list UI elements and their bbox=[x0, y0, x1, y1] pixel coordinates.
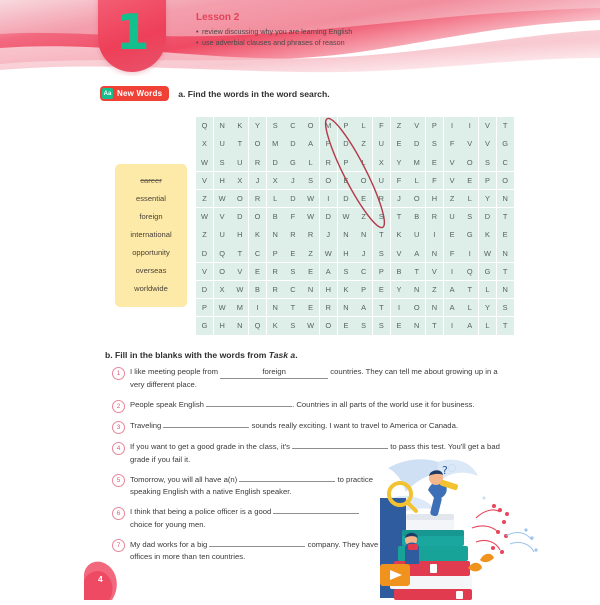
grid-cell[interactable]: T bbox=[497, 317, 514, 335]
word-list-item[interactable]: foreign bbox=[139, 212, 163, 222]
grid-cell[interactable]: E bbox=[338, 172, 355, 190]
word-list-item[interactable]: opportunity bbox=[132, 248, 170, 258]
grid-cell[interactable]: Z bbox=[196, 190, 213, 208]
grid-cell[interactable]: N bbox=[267, 226, 284, 244]
grid-cell[interactable]: R bbox=[302, 226, 319, 244]
grid-cell[interactable]: V bbox=[444, 153, 461, 171]
answer-blank[interactable] bbox=[209, 546, 305, 547]
task-b-prefix: b. Fill in the blanks with the words from bbox=[105, 350, 269, 360]
grid-cell[interactable]: R bbox=[267, 281, 284, 299]
grid-cell[interactable]: S bbox=[214, 153, 231, 171]
grid-cell[interactable]: Y bbox=[249, 117, 266, 135]
grid-cell[interactable]: A bbox=[302, 135, 319, 153]
grid-cell[interactable]: L bbox=[461, 190, 478, 208]
grid-cell[interactable]: S bbox=[267, 117, 284, 135]
page-number: 4 bbox=[98, 574, 103, 584]
grid-cell[interactable]: W bbox=[231, 281, 248, 299]
question-text-before: I like meeting people from bbox=[130, 367, 221, 376]
grid-cell[interactable]: S bbox=[373, 208, 390, 226]
question-number: 2 bbox=[112, 400, 125, 413]
aa-icon: Aa bbox=[102, 88, 113, 99]
question-text bbox=[130, 474, 380, 499]
grid-cell[interactable]: N bbox=[497, 281, 514, 299]
grid-cell[interactable]: W bbox=[479, 244, 496, 262]
grid-cell[interactable]: S bbox=[373, 244, 390, 262]
grid-cell[interactable]: O bbox=[320, 172, 337, 190]
grid-cell[interactable]: T bbox=[231, 135, 248, 153]
word-search-grid[interactable] bbox=[196, 117, 514, 335]
grid-cell[interactable]: M bbox=[267, 135, 284, 153]
grid-cell[interactable]: I bbox=[444, 117, 461, 135]
grid-cell[interactable]: O bbox=[249, 135, 266, 153]
grid-cell[interactable]: X bbox=[267, 172, 284, 190]
grid-cell[interactable]: F bbox=[444, 244, 461, 262]
grid-cell[interactable]: V bbox=[426, 263, 443, 281]
grid-cell[interactable]: E bbox=[302, 299, 319, 317]
new-words-label: New Words bbox=[117, 89, 163, 98]
grid-cell[interactable]: L bbox=[302, 153, 319, 171]
grid-cell[interactable]: W bbox=[214, 299, 231, 317]
grid-cell[interactable]: E bbox=[391, 135, 408, 153]
lesson-goal-1: • review discussing why you are learning English bbox=[196, 26, 456, 37]
grid-cell[interactable]: N bbox=[231, 317, 248, 335]
grid-cell[interactable]: F bbox=[373, 117, 390, 135]
grid-cell[interactable]: I bbox=[391, 299, 408, 317]
question-item bbox=[112, 420, 504, 434]
grid-cell[interactable]: U bbox=[214, 226, 231, 244]
grid-cell[interactable]: A bbox=[444, 299, 461, 317]
grid-cell[interactable]: S bbox=[461, 208, 478, 226]
grid-cell[interactable]: A bbox=[320, 263, 337, 281]
grid-cell[interactable]: A bbox=[444, 281, 461, 299]
grid-cell[interactable]: P bbox=[267, 244, 284, 262]
grid-cell[interactable]: X bbox=[196, 135, 213, 153]
grid-cell[interactable]: L bbox=[355, 153, 372, 171]
grid-cell[interactable]: R bbox=[284, 226, 301, 244]
question-text bbox=[130, 539, 380, 564]
grid-cell[interactable]: E bbox=[497, 226, 514, 244]
grid-cell[interactable]: G bbox=[196, 317, 213, 335]
grid-cell[interactable]: E bbox=[284, 244, 301, 262]
answer-blank[interactable] bbox=[292, 448, 388, 449]
grid-cell[interactable]: N bbox=[302, 281, 319, 299]
answer-blank[interactable]: foreign bbox=[220, 366, 328, 379]
grid-cell[interactable]: I bbox=[249, 299, 266, 317]
grid-cell[interactable]: D bbox=[196, 281, 213, 299]
grid-cell[interactable]: R bbox=[320, 153, 337, 171]
grid-cell[interactable]: I bbox=[461, 244, 478, 262]
grid-cell[interactable]: S bbox=[355, 317, 372, 335]
new-words-header bbox=[100, 86, 330, 101]
grid-cell[interactable]: O bbox=[408, 190, 425, 208]
lesson-goal-2: • use adverbial clauses and phrases of reason bbox=[196, 37, 456, 48]
task-b-instruction bbox=[105, 350, 298, 360]
grid-cell[interactable]: F bbox=[426, 172, 443, 190]
grid-cell[interactable]: N bbox=[408, 317, 425, 335]
grid-cell[interactable]: O bbox=[408, 299, 425, 317]
grid-cell[interactable]: R bbox=[249, 190, 266, 208]
grid-cell[interactable]: E bbox=[461, 172, 478, 190]
question-number: 4 bbox=[112, 442, 125, 455]
grid-cell[interactable]: D bbox=[408, 135, 425, 153]
question-text bbox=[130, 420, 458, 432]
question-item bbox=[112, 366, 504, 392]
grid-cell[interactable]: I bbox=[320, 190, 337, 208]
grid-cell[interactable]: H bbox=[214, 172, 231, 190]
grid-cell[interactable]: S bbox=[338, 263, 355, 281]
task-b-italic: Task a bbox=[268, 350, 296, 360]
question-text-after: company. They have offices in more than ten countries. bbox=[130, 539, 379, 562]
grid-cell[interactable]: B bbox=[249, 281, 266, 299]
grid-cell[interactable]: F bbox=[444, 135, 461, 153]
grid-cell[interactable]: X bbox=[231, 172, 248, 190]
grid-cell[interactable]: R bbox=[267, 263, 284, 281]
answer-blank[interactable] bbox=[163, 427, 249, 428]
word-list-box bbox=[115, 164, 187, 307]
grid-cell[interactable]: Y bbox=[391, 281, 408, 299]
grid-cell[interactable]: W bbox=[338, 208, 355, 226]
grid-cell[interactable]: E bbox=[373, 281, 390, 299]
task-b-suffix: . bbox=[295, 350, 298, 360]
grid-cell[interactable]: K bbox=[231, 117, 248, 135]
grid-cell[interactable]: Q bbox=[249, 317, 266, 335]
grid-cell[interactable]: S bbox=[284, 317, 301, 335]
question-text-after: . Countries in all parts of the world use it for business. bbox=[292, 400, 475, 410]
question-text-before: If you want to get a good grade in the class, it's bbox=[130, 442, 293, 452]
answer-blank[interactable] bbox=[239, 481, 335, 482]
grid-cell[interactable]: V bbox=[479, 117, 496, 135]
grid-cell[interactable]: G bbox=[479, 263, 496, 281]
grid-cell[interactable]: E bbox=[249, 263, 266, 281]
grid-cell[interactable]: Z bbox=[355, 135, 372, 153]
grid-cell[interactable]: J bbox=[284, 172, 301, 190]
word-list-item[interactable]: career bbox=[140, 176, 162, 186]
grid-cell[interactable]: L bbox=[267, 190, 284, 208]
grid-cell[interactable]: E bbox=[338, 317, 355, 335]
page-number-shape bbox=[84, 560, 124, 600]
question-text-before: Tomorrow, you will all have a(n) bbox=[130, 474, 240, 484]
question-text-after: sounds really exciting. I want to travel to America or Canada. bbox=[249, 421, 458, 431]
grid-cell[interactable]: O bbox=[214, 263, 231, 281]
grid-cell[interactable]: X bbox=[373, 153, 390, 171]
grid-cell[interactable]: N bbox=[214, 117, 231, 135]
grid-cell[interactable]: T bbox=[373, 299, 390, 317]
answer-blank[interactable] bbox=[206, 406, 292, 407]
grid-cell[interactable]: S bbox=[497, 299, 514, 317]
new-words-badge bbox=[100, 86, 169, 101]
grid-cell[interactable]: O bbox=[497, 172, 514, 190]
grid-cell[interactable]: N bbox=[497, 190, 514, 208]
grid-cell[interactable]: D bbox=[320, 208, 337, 226]
lesson-info bbox=[196, 12, 456, 48]
grid-cell[interactable]: Q bbox=[196, 117, 213, 135]
grid-cell[interactable]: T bbox=[284, 299, 301, 317]
grid-cell[interactable]: N bbox=[355, 226, 372, 244]
grid-cell[interactable]: C bbox=[355, 263, 372, 281]
grid-cell[interactable]: Y bbox=[391, 153, 408, 171]
grid-cell[interactable]: T bbox=[426, 317, 443, 335]
grid-cell[interactable]: W bbox=[302, 190, 319, 208]
grid-cell[interactable]: I bbox=[461, 117, 478, 135]
grid-cell[interactable]: A bbox=[408, 244, 425, 262]
grid-cell[interactable]: N bbox=[408, 281, 425, 299]
grid-cell[interactable]: O bbox=[249, 208, 266, 226]
grid-cell[interactable]: H bbox=[426, 190, 443, 208]
grid-cell[interactable]: V bbox=[444, 172, 461, 190]
grid-cell[interactable]: M bbox=[408, 153, 425, 171]
question-text-before: I think that being a police officer is a good bbox=[130, 507, 274, 517]
grid-cell[interactable]: E bbox=[444, 226, 461, 244]
grid-cell[interactable]: R bbox=[373, 190, 390, 208]
answer-blank[interactable] bbox=[273, 513, 359, 514]
grid-cell[interactable]: N bbox=[267, 299, 284, 317]
grid-cell[interactable]: V bbox=[461, 135, 478, 153]
grid-cell[interactable]: Q bbox=[214, 244, 231, 262]
grid-cell[interactable]: L bbox=[408, 172, 425, 190]
grid-cell[interactable]: Z bbox=[444, 190, 461, 208]
grid-cell[interactable]: E bbox=[355, 190, 372, 208]
grid-cell[interactable]: M bbox=[231, 299, 248, 317]
grid-cell[interactable]: T bbox=[391, 208, 408, 226]
word-list-item[interactable]: essential bbox=[136, 194, 166, 204]
grid-cell[interactable]: P bbox=[355, 281, 372, 299]
grid-cell[interactable]: O bbox=[355, 172, 372, 190]
grid-cell[interactable]: K bbox=[249, 226, 266, 244]
task-a-instruction: a. Find the words in the word search. bbox=[178, 88, 330, 99]
grid-cell[interactable]: J bbox=[249, 172, 266, 190]
grid-cell[interactable]: D bbox=[479, 208, 496, 226]
grid-cell[interactable]: C bbox=[284, 117, 301, 135]
grid-cell[interactable]: J bbox=[391, 190, 408, 208]
grid-cell[interactable]: T bbox=[231, 244, 248, 262]
grid-cell[interactable]: T bbox=[497, 117, 514, 135]
word-list-item[interactable]: overseas bbox=[135, 266, 167, 276]
grid-cell[interactable]: R bbox=[249, 153, 266, 171]
grid-cell[interactable]: D bbox=[196, 244, 213, 262]
grid-cell[interactable]: U bbox=[373, 135, 390, 153]
grid-cell[interactable]: W bbox=[302, 317, 319, 335]
grid-cell[interactable]: D bbox=[338, 190, 355, 208]
lesson-title: Lesson 2 bbox=[196, 12, 240, 23]
grid-cell[interactable]: O bbox=[320, 317, 337, 335]
grid-cell[interactable]: N bbox=[338, 226, 355, 244]
grid-cell[interactable]: S bbox=[373, 317, 390, 335]
grid-cell[interactable]: V bbox=[214, 208, 231, 226]
grid-cell[interactable]: S bbox=[284, 263, 301, 281]
question-text-before: People speak English bbox=[130, 400, 207, 410]
grid-cell[interactable]: Q bbox=[461, 263, 478, 281]
grid-cell[interactable]: V bbox=[231, 263, 248, 281]
grid-cell[interactable]: I bbox=[444, 317, 461, 335]
grid-cell[interactable]: G bbox=[284, 153, 301, 171]
question-text-after: countries. They can tell me about growing up in a very different place. bbox=[130, 367, 498, 390]
grid-cell[interactable]: Z bbox=[391, 117, 408, 135]
svg-text:?: ? bbox=[442, 464, 448, 477]
grid-cell[interactable]: H bbox=[214, 317, 231, 335]
grid-cell[interactable]: L bbox=[479, 281, 496, 299]
word-list-item[interactable]: international bbox=[130, 230, 172, 240]
unit-number: 1 bbox=[115, 3, 149, 61]
grid-cell[interactable]: C bbox=[284, 281, 301, 299]
question-text-after: to practice speaking English with a native English speaker. bbox=[130, 474, 373, 497]
grid-cell[interactable]: A bbox=[355, 299, 372, 317]
question-number: 5 bbox=[112, 474, 125, 487]
grid-cell[interactable]: U bbox=[373, 172, 390, 190]
grid-cell[interactable]: V bbox=[479, 135, 496, 153]
question-text-after: to pass this test. You'll get a bad grade if you fail it. bbox=[130, 442, 500, 464]
grid-cell[interactable]: I bbox=[444, 263, 461, 281]
grid-cell[interactable]: U bbox=[408, 226, 425, 244]
grid-cell[interactable]: S bbox=[426, 135, 443, 153]
grid-cell[interactable]: L bbox=[461, 299, 478, 317]
question-text bbox=[130, 506, 380, 531]
word-search-puzzle[interactable] bbox=[196, 117, 514, 335]
grid-cell[interactable]: G bbox=[497, 135, 514, 153]
grid-cell[interactable]: K bbox=[267, 317, 284, 335]
question-number: 1 bbox=[112, 367, 125, 380]
question-number: 3 bbox=[112, 421, 125, 434]
students-reading-books-illustration bbox=[380, 452, 600, 600]
question-number: 7 bbox=[112, 539, 125, 552]
grid-cell[interactable]: B bbox=[391, 263, 408, 281]
grid-cell[interactable]: H bbox=[231, 226, 248, 244]
grid-cell[interactable]: V bbox=[391, 244, 408, 262]
grid-cell[interactable]: Z bbox=[196, 226, 213, 244]
grid-cell[interactable]: N bbox=[426, 299, 443, 317]
grid-cell[interactable]: B bbox=[267, 208, 284, 226]
grid-cell[interactable]: T bbox=[408, 263, 425, 281]
grid-cell[interactable]: J bbox=[320, 226, 337, 244]
grid-cell[interactable]: G bbox=[461, 226, 478, 244]
grid-cell[interactable]: R bbox=[426, 208, 443, 226]
grid-cell[interactable]: N bbox=[426, 244, 443, 262]
grid-cell[interactable]: P bbox=[338, 117, 355, 135]
grid-cell[interactable]: V bbox=[196, 172, 213, 190]
grid-cell[interactable]: D bbox=[231, 208, 248, 226]
grid-cell[interactable]: X bbox=[214, 281, 231, 299]
grid-cell[interactable]: T bbox=[497, 208, 514, 226]
grid-cell[interactable]: Z bbox=[302, 244, 319, 262]
grid-cell[interactable]: K bbox=[479, 226, 496, 244]
grid-cell[interactable]: I bbox=[426, 226, 443, 244]
grid-cell[interactable]: T bbox=[461, 281, 478, 299]
grid-cell[interactable]: V bbox=[408, 117, 425, 135]
grid-cell[interactable]: K bbox=[391, 226, 408, 244]
grid-cell[interactable]: U bbox=[231, 153, 248, 171]
question-item bbox=[112, 399, 504, 413]
grid-cell[interactable]: P bbox=[338, 153, 355, 171]
grid-cell[interactable]: W bbox=[196, 153, 213, 171]
grid-cell[interactable]: W bbox=[214, 190, 231, 208]
grid-cell[interactable]: Y bbox=[479, 190, 496, 208]
grid-cell[interactable]: P bbox=[196, 299, 213, 317]
grid-cell[interactable]: W bbox=[320, 244, 337, 262]
grid-cell[interactable]: Y bbox=[479, 299, 496, 317]
question-text-after: choice for young men. bbox=[130, 519, 206, 529]
grid-cell[interactable]: V bbox=[196, 263, 213, 281]
grid-cell[interactable]: U bbox=[444, 208, 461, 226]
question-text bbox=[130, 366, 504, 392]
grid-cell[interactable]: M bbox=[320, 117, 337, 135]
grid-cell[interactable]: W bbox=[196, 208, 213, 226]
grid-cell[interactable]: E bbox=[302, 263, 319, 281]
grid-cell[interactable]: E bbox=[426, 153, 443, 171]
grid-cell[interactable]: F bbox=[391, 172, 408, 190]
grid-cell[interactable]: B bbox=[408, 208, 425, 226]
grid-cell[interactable]: R bbox=[320, 299, 337, 317]
grid-cell[interactable]: F bbox=[284, 208, 301, 226]
question-text-before: My dad works for a big bbox=[130, 539, 210, 549]
grid-cell[interactable]: T bbox=[497, 263, 514, 281]
grid-cell[interactable]: W bbox=[302, 208, 319, 226]
grid-cell[interactable]: L bbox=[479, 317, 496, 335]
grid-cell[interactable]: A bbox=[461, 317, 478, 335]
grid-cell[interactable]: H bbox=[320, 281, 337, 299]
word-list-item[interactable]: worldwide bbox=[134, 284, 168, 293]
grid-cell[interactable]: P bbox=[320, 135, 337, 153]
grid-cell[interactable]: O bbox=[461, 153, 478, 171]
grid-cell[interactable]: O bbox=[302, 117, 319, 135]
grid-cell[interactable]: J bbox=[355, 244, 372, 262]
question-text bbox=[130, 399, 475, 411]
grid-cell[interactable]: S bbox=[479, 153, 496, 171]
grid-cell[interactable]: N bbox=[497, 244, 514, 262]
grid-cell[interactable]: H bbox=[338, 244, 355, 262]
grid-cell[interactable]: D bbox=[338, 135, 355, 153]
grid-cell[interactable]: D bbox=[284, 135, 301, 153]
grid-cell[interactable]: P bbox=[426, 117, 443, 135]
grid-cell[interactable]: C bbox=[497, 153, 514, 171]
grid-cell[interactable]: P bbox=[479, 172, 496, 190]
grid-cell[interactable]: D bbox=[284, 190, 301, 208]
grid-cell[interactable]: Z bbox=[355, 208, 372, 226]
grid-cell[interactable]: N bbox=[338, 299, 355, 317]
unit-badge bbox=[98, 0, 166, 72]
question-text-before: Traveling bbox=[130, 421, 164, 431]
grid-cell[interactable]: O bbox=[231, 190, 248, 208]
question-number: 6 bbox=[112, 507, 125, 520]
grid-cell[interactable]: P bbox=[373, 263, 390, 281]
grid-cell[interactable]: C bbox=[249, 244, 266, 262]
grid-cell[interactable]: S bbox=[302, 172, 319, 190]
grid-cell[interactable]: L bbox=[355, 117, 372, 135]
grid-cell[interactable]: T bbox=[373, 226, 390, 244]
grid-cell[interactable]: Z bbox=[426, 281, 443, 299]
grid-cell[interactable]: K bbox=[338, 281, 355, 299]
grid-cell[interactable]: U bbox=[214, 135, 231, 153]
grid-cell[interactable]: D bbox=[267, 153, 284, 171]
grid-cell[interactable]: E bbox=[391, 317, 408, 335]
